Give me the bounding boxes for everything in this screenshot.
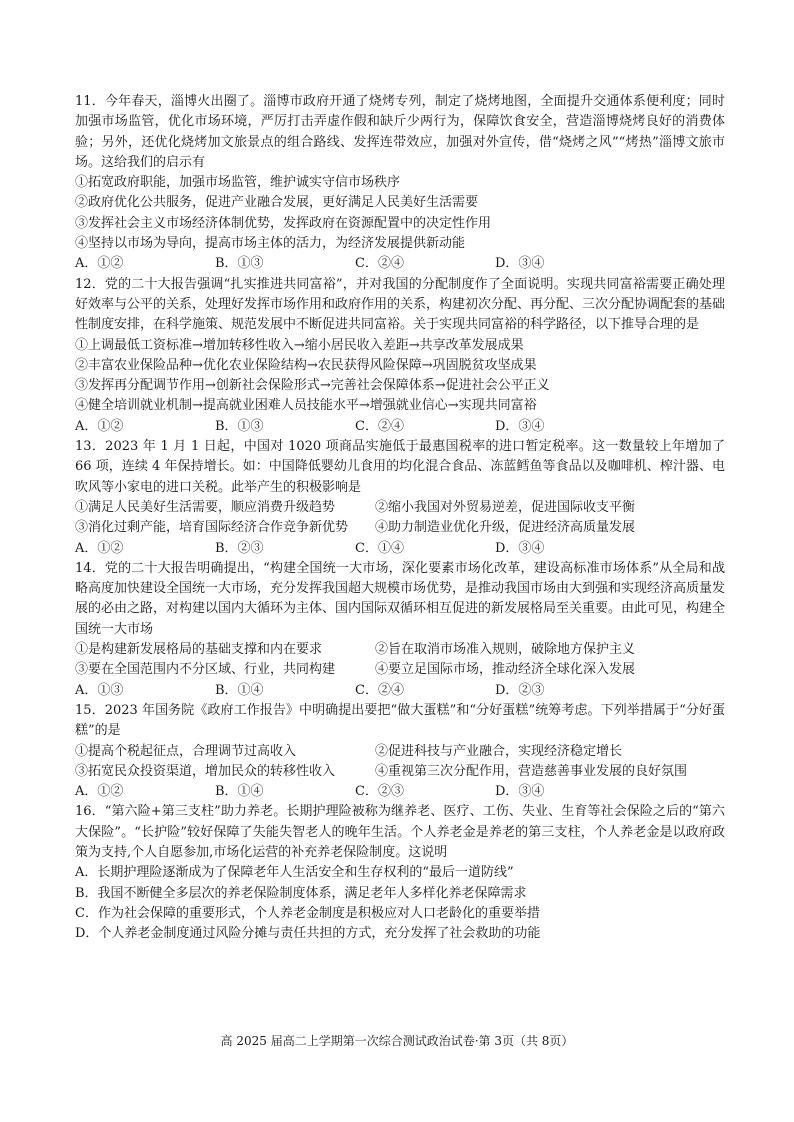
question-12-choice-b: B．①③ — [215, 418, 264, 434]
question-13-options-row-1 — [75, 498, 725, 518]
question-14-option-1: ①是构建新发展格局的基础支撑和内在要求 — [75, 642, 323, 658]
question-12-choice-d: D．③④ — [495, 418, 545, 434]
question-12-option-1: ①上调最低工资标准→增加转移性收入→缩小居民收入差距→共享改革发展成果 — [75, 337, 524, 353]
question-15-option-4: ④重视第三次分配作用，营造慈善事业发展的良好氛围 — [375, 763, 688, 779]
question-14-option-2: ②旨在取消市场准入规则，破除地方保护主义 — [375, 642, 636, 658]
question-16-option-b: B．我国不断健全多层次的养老保险制度体系，满足老年人多样化养老保障需求 — [75, 885, 527, 901]
question-15-option-1: ①提高个税起征点，合理调节过高收入 — [75, 743, 297, 759]
question-16-stem: 16．“第六险+第三支柱”助力养老。长期护理险被称为继养老、医疗、工伤、失业、生育等社会保险之后的“第六大保险”。“长护险”较好保障了失能失智老人的晚年生活。个人养老金是养老的第三支柱，个人养老金是以政府政策为支持,个人自愿参加,市场化运营的补充养老保险制度。这说明 — [75, 804, 725, 860]
question-13-choices — [75, 539, 725, 559]
question-13-options-row-2 — [75, 518, 725, 538]
question-14-option-3: ③要在全国范围内不分区域、行业，共同构建 — [75, 662, 336, 678]
question-11-choice-d: D．③④ — [495, 256, 545, 272]
question-12-choice-c: C．②④ — [355, 418, 404, 434]
question-15-stem: 15．2023 年国务院《政府工作报告》中明确提出要把“做大蛋糕”和“分好蛋糕”统筹考虑。下列举措属于“分好蛋糕”的是 — [75, 702, 725, 739]
question-11-choices — [75, 254, 725, 274]
question-14-choice-b: B．①④ — [215, 682, 264, 698]
question-12-option-2: ②丰富农业保险品种→优化农业保险结构→农民获得风险保障→巩固脱贫攻坚成果 — [75, 357, 537, 373]
question-11-choice-a: A．①② — [75, 256, 124, 272]
question-12-choices — [75, 417, 725, 437]
question-14-choice-c: C．②④ — [355, 682, 404, 698]
question-13-choice-a: A．①② — [75, 540, 124, 556]
question-14-stem: 14．党的二十大报告明确提出，“构建全国统一大市场，深化要素市场化改革，建设高标准市场体系”从全局和战略高度加快建设全国统一大市场，充分发挥我国超大规模市场优势，是推动我国市场由大到强和实现经济高质量发展的必由之路，对构建以国内大循环为主体、国内国际双循环相互促进的新发展格局至关重要。由此可见，构建全国统一大市场 — [75, 560, 726, 637]
questions-area — [75, 92, 725, 944]
question-14-choice-d: D．②③ — [495, 682, 545, 698]
question-13-stem: 13．2023 年 1 月 1 日起，中国对 1020 项商品实施低于最惠国税率的进口暂定税率。这一数量较上年增加了 66 项，连续 4 年保持增长。如：中国降低婴幼儿食用的均化混合食品、冻蓝鳕鱼等食品以及咖啡机、榨汁器、电吹风等小家电的进口关税。此举产生的积极影响是 — [75, 439, 725, 495]
question-12-stem: 12．党的二十大报告强调“扎实推进共同富裕”，并对我国的分配制度作了全面说明。实现共同富裕需要正确处理好效率与公平的关系，处理好发挥市场作用和政府作用的关系，构建初次分配、再分配、三次分配协调配套的基础性制度安排，在科学施策、规范发展中不断促进共同富裕。关于实现共同富裕的科学路径，以下推导合理的是 — [75, 276, 726, 333]
question-13-choice-b: B．②③ — [215, 540, 264, 556]
question-15-choices — [75, 782, 725, 802]
question-15-options-row-1 — [75, 742, 725, 762]
question-11-option-1: ①拓宽政府职能，加强市场监管，维护诚实守信市场秩序 — [75, 175, 401, 191]
question-15-options-row-2 — [75, 762, 725, 782]
question-13-choice-d: D．③④ — [495, 540, 545, 556]
question-15-option-2: ②促进科技与产业融合，实现经济稳定增长 — [375, 743, 623, 759]
question-16-option-c: C．作为社会保障的重要形式，个人养老金制度是积极应对人口老龄化的重要举措 — [75, 905, 540, 921]
question-13-choice-c: C．①④ — [355, 540, 404, 556]
question-13-option-2: ②缩小我国对外贸易逆差，促进国际收支平衡 — [375, 499, 636, 515]
question-12-option-4: ④健全培训就业机制→提高就业困难人员技能水平→增强就业信心→实现共同富裕 — [75, 398, 537, 414]
question-14-choice-a: A．①③ — [75, 682, 124, 698]
question-13-option-4: ④助力制造业优化升级，促进经济高质量发展 — [375, 520, 636, 536]
question-14-option-4: ④要立足国际市场，推动经济全球化深入发展 — [375, 662, 636, 678]
question-16-option-d: D．个人养老金制度通过风险分摊与责任共担的方式，充分发挥了社会救助的功能 — [75, 926, 541, 942]
question-11-option-4: ④坚持以市场为导向，提高市场主体的活力，为经济发展提供新动能 — [75, 236, 466, 252]
question-16-option-a: A．长期护理险逐渐成为了保障老年人生活安全和生存权利的“最后一道防线” — [75, 865, 514, 881]
question-11-option-2: ②政府优化公共服务，促进产业融合发展，更好满足人民美好生活需要 — [75, 195, 479, 211]
question-11-stem: 11．今年春天，淄博火出圈了。淄博市政府开通了烧烤专列，制定了烧烤地图，全面提升交通体系便利度；同时加强市场监管，优化市场环境，严厉打击弄虚作假和缺斤少两行为，保障饮食安全，营造淄博烧烤良好的消费体验；另外，还优化烧烤加文旅景点的组合路线、发挥连带效应，加强对外宣传，借“烧烤之风”“烤热”淄博文旅市场。这给我们的启示有 — [75, 94, 725, 170]
question-13-option-1: ①满足人民美好生活需要，顺应消费升级趋势 — [75, 499, 336, 515]
question-15-option-3: ③拓宽民众投资渠道，增加民众的转移性收入 — [75, 763, 336, 779]
question-12-choice-a: A．①② — [75, 418, 124, 434]
question-15-choice-c: C．②③ — [355, 784, 404, 800]
question-15-choice-b: B．①④ — [215, 784, 264, 800]
page-footer: 高 2025 届高二上学期第一次综合测试政治试卷·第 3页（共 8页） — [220, 1034, 574, 1048]
question-11-option-3: ③发挥社会主义市场经济体制优势，发挥政府在资源配置中的决定性作用 — [75, 215, 492, 231]
question-15-choice-a: A．①② — [75, 784, 124, 800]
question-11-choice-c: C．②④ — [355, 256, 404, 272]
question-11-choice-b: B．①③ — [215, 256, 264, 272]
question-13-option-3: ③消化过剩产能，培育国际经济合作竞争新优势 — [75, 520, 349, 536]
question-14-options-row-1 — [75, 640, 725, 660]
question-15-choice-d: D．③④ — [495, 784, 545, 800]
question-12-option-3: ③发挥再分配调节作用→创新社会保险形式→完善社会保障体系→促进社会公平正义 — [75, 378, 550, 394]
question-14-options-row-2 — [75, 660, 725, 680]
question-14-choices — [75, 681, 725, 701]
